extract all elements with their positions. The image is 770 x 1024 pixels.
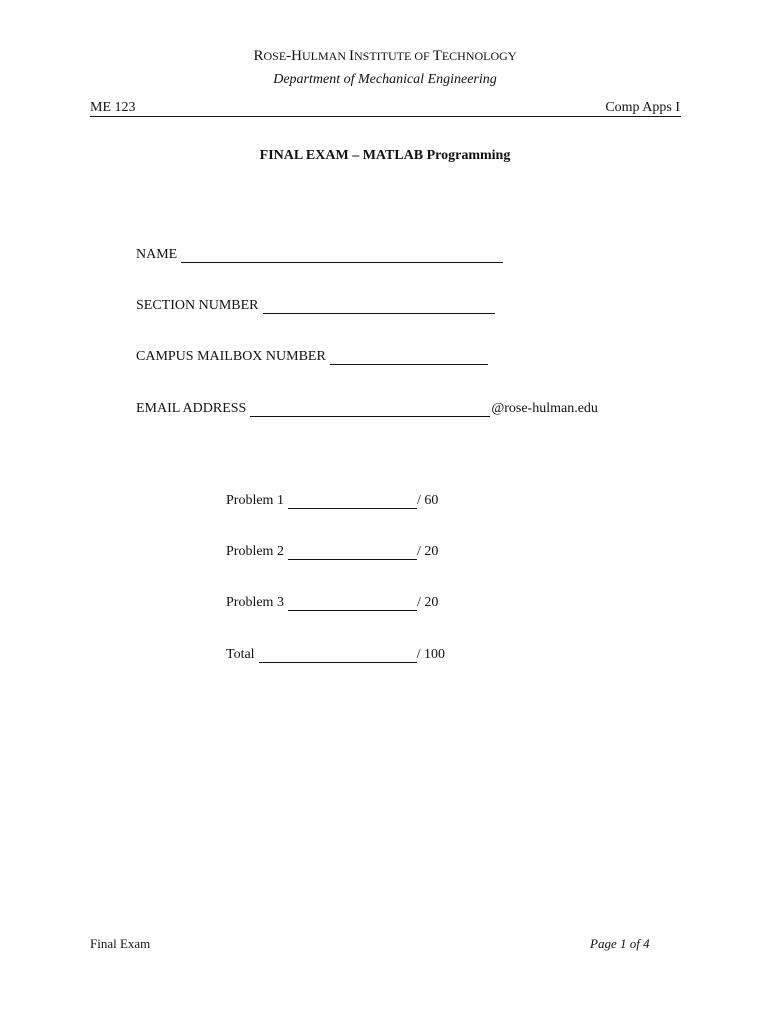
name-field [136,247,503,263]
institution-title-part: T [432,48,442,64]
problem-1-score [226,493,438,509]
department-name: Department of Mechanical Engineering [273,72,497,87]
page-number: Page 1 of 4 [590,936,650,951]
email-address-label: EMAIL ADDRESS [136,401,247,416]
footer-title: Final Exam [90,936,151,951]
section-number-blank[interactable] [263,299,495,314]
course-name: Comp Apps I [605,100,680,115]
section-number-label: SECTION NUMBER [136,298,259,313]
institution-title-part: OSE [263,49,287,63]
campus-mailbox-field [136,349,488,365]
total-max: / 100 [416,647,445,662]
problem-1-max: / 60 [416,493,439,508]
problem-3-label: Problem 3 [226,595,284,610]
header-divider [90,116,681,117]
institution-title-part: ULMAN [302,49,349,63]
problem-3-blank[interactable] [288,596,417,611]
course-code: ME 123 [90,100,136,115]
total-score [226,647,445,663]
problem-2-blank[interactable] [288,545,417,560]
email-address-blank[interactable] [250,402,490,417]
exam-title: FINAL EXAM – MATLAB Programming [259,148,511,163]
problem-1-blank[interactable] [288,494,417,509]
problem-3-max: / 20 [416,595,439,610]
institution-title [0,48,770,65]
campus-mailbox-blank[interactable] [330,350,488,365]
institution-title-part: I [349,48,354,64]
institution-title-part: ECHNOLOGY [441,49,517,63]
email-domain: @rose-hulman.edu [491,401,598,416]
name-label: NAME [136,247,178,262]
section-number-field [136,298,495,314]
email-address-field [136,401,598,417]
campus-mailbox-label: CAMPUS MAILBOX NUMBER [136,349,326,364]
problem-3-score [226,595,438,611]
total-blank[interactable] [259,648,417,663]
institution-title-part: R [253,48,264,64]
problem-2-label: Problem 2 [226,544,284,559]
name-blank[interactable] [181,248,503,263]
problem-2-score [226,544,438,560]
institution-title-part: NSTITUTE OF [354,49,433,63]
problem-1-label: Problem 1 [226,493,284,508]
total-label: Total [226,647,255,662]
problem-2-max: / 20 [416,544,439,559]
institution-title-part: -H [286,48,302,64]
